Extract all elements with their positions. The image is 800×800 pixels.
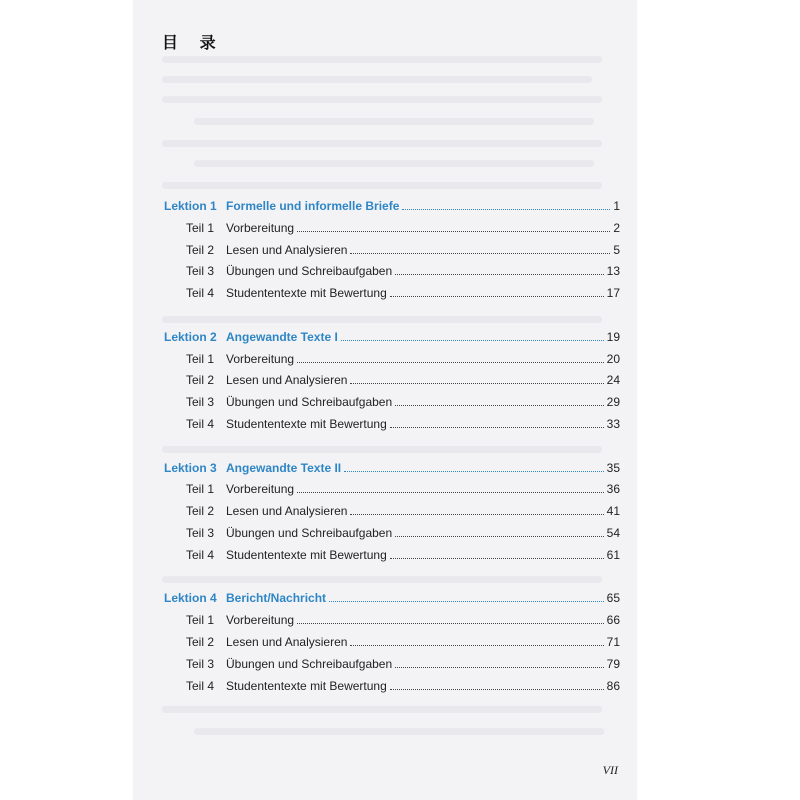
part-title: Übungen und Schreibaufgaben: [226, 264, 393, 279]
part-number: Teil 4: [186, 286, 215, 301]
lesson-title: Angewandte Texte I: [226, 329, 338, 344]
part-title: Studententexte mit Bewertung: [226, 678, 387, 693]
part-title: Studententexte mit Bewertung: [226, 547, 387, 562]
dot-leader: [350, 382, 603, 384]
part-number: Teil 3: [186, 525, 215, 540]
part-entry[interactable]: [164, 370, 620, 392]
part-entry[interactable]: [164, 414, 620, 436]
part-number: Teil 2: [186, 373, 215, 388]
part-entry[interactable]: [164, 240, 620, 262]
page-number: 66: [606, 613, 620, 628]
part-entry[interactable]: [164, 545, 620, 567]
page-number: 2: [613, 220, 620, 235]
lesson-number: Lektion 4: [164, 591, 217, 606]
page-number: 71: [606, 634, 620, 649]
part-entry[interactable]: [164, 654, 620, 676]
part-entry[interactable]: [164, 676, 620, 698]
part-number: Teil 1: [186, 613, 215, 628]
part-title: Lesen und Analysieren: [226, 242, 348, 257]
toc-title: 目 录: [162, 33, 224, 52]
dot-leader: [297, 491, 604, 493]
section-gap: [164, 305, 620, 327]
part-title: Übungen und Schreibaufgaben: [226, 395, 393, 410]
lesson-entry[interactable]: [164, 327, 620, 349]
section-gap: [164, 436, 620, 458]
part-entry[interactable]: [164, 523, 620, 545]
part-entry[interactable]: [164, 283, 620, 305]
part-entry[interactable]: [164, 501, 620, 523]
dot-leader: [297, 361, 604, 363]
dot-leader: [402, 208, 610, 210]
page-number: 54: [606, 525, 620, 540]
part-title: Studententexte mit Bewertung: [226, 416, 387, 431]
part-number: Teil 2: [186, 242, 215, 257]
dot-leader: [390, 557, 604, 559]
part-entry[interactable]: [164, 632, 620, 654]
part-title: Lesen und Analysieren: [226, 634, 348, 649]
lesson-title: Bericht/Nachricht: [226, 591, 327, 606]
book-page: [134, 0, 636, 800]
part-number: Teil 1: [186, 351, 215, 366]
dot-leader: [350, 513, 603, 515]
page-number: 1: [613, 199, 620, 213]
part-entry[interactable]: [164, 218, 620, 240]
dot-leader: [395, 273, 604, 275]
page-number: 41: [606, 504, 620, 519]
dot-leader: [297, 230, 610, 232]
part-number: Teil 3: [186, 264, 215, 279]
part-title: Lesen und Analysieren: [226, 373, 348, 388]
part-number: Teil 1: [186, 220, 215, 235]
dot-leader: [390, 295, 604, 297]
dot-leader: [297, 622, 604, 624]
part-title: Vorbereitung: [226, 220, 295, 235]
page-number: 5: [613, 242, 620, 257]
lesson-number: Lektion 3: [164, 460, 217, 475]
part-number: Teil 4: [186, 678, 215, 693]
dot-leader: [395, 666, 604, 668]
page-number: 24: [606, 373, 620, 388]
dot-leader: [395, 535, 604, 537]
part-title: Übungen und Schreibaufgaben: [226, 525, 393, 540]
lesson-entry[interactable]: [164, 196, 620, 218]
part-number: Teil 1: [186, 482, 215, 497]
dot-leader: [395, 404, 604, 406]
page-number: 65: [606, 591, 620, 606]
page-number: 13: [606, 264, 620, 279]
part-title: Vorbereitung: [226, 482, 295, 497]
section-gap: [164, 567, 620, 589]
dot-leader: [390, 426, 604, 428]
part-title: Vorbereitung: [226, 351, 295, 366]
page-number: 61: [606, 547, 620, 562]
part-entry[interactable]: [164, 349, 620, 371]
part-number: Teil 4: [186, 547, 215, 562]
page-number: 20: [606, 351, 620, 366]
page-number: 29: [606, 395, 620, 410]
page-number: 35: [606, 460, 620, 475]
part-entry[interactable]: [164, 479, 620, 501]
page-number: 86: [606, 678, 620, 693]
lesson-number: Lektion 1: [164, 199, 217, 213]
page-number: 19: [606, 329, 620, 344]
dot-leader: [341, 339, 604, 341]
dot-leader: [390, 688, 604, 690]
part-entry[interactable]: [164, 261, 620, 283]
part-title: Studententexte mit Bewertung: [226, 286, 387, 301]
part-number: Teil 3: [186, 395, 215, 410]
page-number: 79: [606, 656, 620, 671]
part-title: Übungen und Schreibaufgaben: [226, 656, 393, 671]
dot-leader: [329, 600, 604, 602]
lesson-number: Lektion 2: [164, 329, 217, 344]
part-entry[interactable]: [164, 610, 620, 632]
part-title: Lesen und Analysieren: [226, 504, 348, 519]
dot-leader: [350, 252, 610, 254]
part-number: Teil 3: [186, 656, 215, 671]
dot-leader: [344, 470, 604, 472]
part-number: Teil 2: [186, 504, 215, 519]
lesson-title: Angewandte Texte II: [226, 460, 342, 475]
page-folio: VII: [602, 763, 618, 777]
part-number: Teil 4: [186, 416, 215, 431]
dot-leader: [350, 644, 603, 646]
part-number: Teil 2: [186, 634, 215, 649]
lesson-title: Formelle und informelle Briefe: [226, 199, 400, 213]
page-number: 36: [606, 482, 620, 497]
lesson-entry[interactable]: [164, 458, 620, 480]
page-number: 33: [606, 416, 620, 431]
page-number: 17: [606, 286, 620, 301]
table-of-contents: [164, 196, 620, 697]
part-title: Vorbereitung: [226, 613, 295, 628]
part-entry[interactable]: [164, 392, 620, 414]
lesson-entry[interactable]: [164, 588, 620, 610]
